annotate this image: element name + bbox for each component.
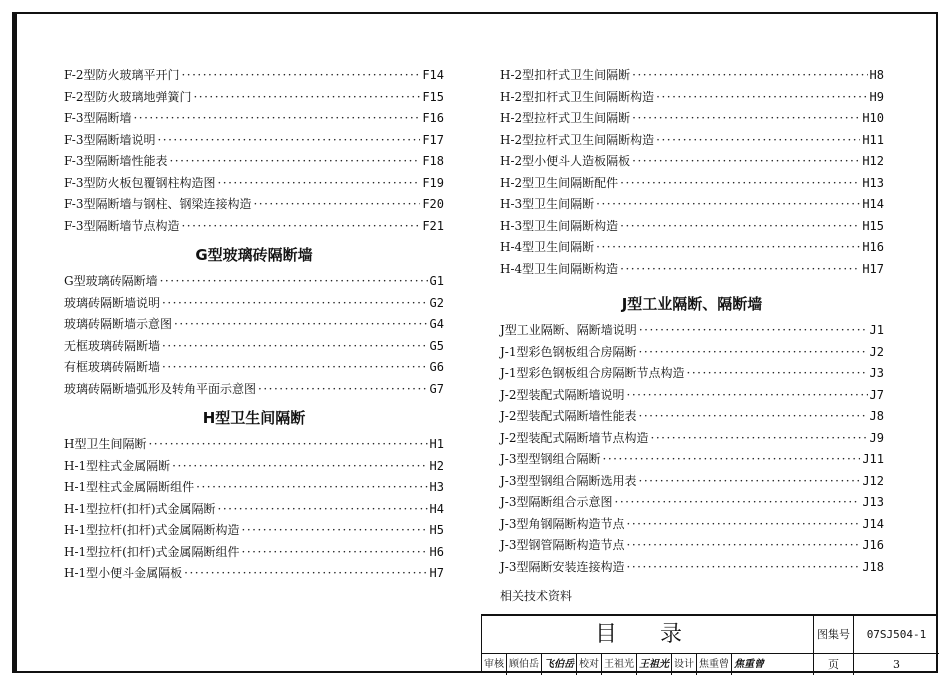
section-heading-g: G型玻璃砖隔断墙	[195, 246, 313, 264]
toc-entry-title: H-4型卫生间隔断构造	[500, 261, 619, 276]
toc-entry	[500, 364, 884, 386]
toc-entry	[500, 450, 884, 472]
toc-entry	[64, 131, 444, 153]
toc-entry-title: H-3型卫生间隔断构造	[500, 218, 619, 233]
toc-list-g	[64, 272, 444, 401]
toc-entry-code: F16	[422, 111, 444, 125]
dot-leader	[162, 296, 428, 310]
toc-entry-title: J-3型隔断安装连接构造	[500, 559, 625, 574]
toc-entry-title: 玻璃砖隔断墙说明	[64, 295, 161, 310]
toc-entry-title: F-3型隔断墙性能表	[64, 154, 168, 168]
toc-entry	[64, 315, 444, 337]
dot-leader	[627, 538, 861, 552]
dot-leader	[632, 68, 867, 82]
toc-entry	[64, 174, 444, 196]
toc-entry	[500, 152, 884, 174]
toc-entry	[64, 457, 444, 479]
toc-entry	[64, 543, 444, 565]
toc-entry	[64, 66, 444, 88]
toc-entry-code: J3	[869, 366, 884, 380]
toc-entry-code: H8	[869, 68, 884, 82]
dot-leader	[160, 274, 428, 288]
toc-entry-code: G1	[429, 274, 444, 288]
dot-leader	[181, 68, 420, 82]
toc-entry	[64, 521, 444, 543]
review-label: 审核	[482, 654, 507, 675]
dot-leader	[157, 133, 420, 147]
toc-left-column	[64, 66, 444, 586]
toc-entry-title: J-3型型钢组合隔断	[500, 452, 601, 466]
toc-entry-title: J-2型装配式隔断墙说明	[500, 387, 625, 402]
section-heading-j: J型工业隔断、隔断墙	[621, 295, 763, 313]
toc-entry-code: H7	[429, 566, 444, 580]
toc-entry-code: J11	[862, 452, 884, 466]
toc-entry	[64, 152, 444, 174]
dot-leader	[651, 431, 868, 445]
toc-list-h-cont	[500, 66, 884, 281]
toc-entry-code: H15	[862, 218, 884, 233]
toc-entry-title: F-3型隔断墙说明	[64, 132, 156, 147]
dot-leader	[603, 452, 861, 466]
toc-entry-code: F21	[422, 218, 444, 233]
toc-entry	[64, 435, 444, 457]
toc-entry-code: J18	[862, 559, 884, 574]
toc-entry-code: J2	[869, 344, 884, 359]
reviewer-signature: 飞伯岳	[542, 654, 577, 675]
toc-entry-title: 无框玻璃砖隔断墙	[64, 338, 161, 353]
dot-leader	[639, 345, 868, 359]
toc-entry-code: H5	[429, 523, 444, 537]
toc-right-column	[500, 66, 884, 607]
toc-entry	[500, 429, 884, 451]
dot-leader	[639, 409, 868, 423]
title-block	[481, 614, 938, 673]
dot-leader	[615, 495, 861, 509]
toc-entry-title: H-3型卫生间隔断	[500, 197, 595, 211]
toc-entry-title: 玻璃砖隔断墙弧形及转角平面示意图	[64, 381, 257, 396]
toc-entry-title: J型工业隔断、隔断墙说明	[500, 323, 637, 337]
toc-entry-code: F19	[422, 175, 444, 190]
toc-entry-code: F15	[422, 89, 444, 104]
dot-leader	[242, 523, 428, 537]
toc-entry-title: J-3型型钢组合隔断选用表	[500, 473, 637, 488]
toc-entry	[500, 174, 884, 196]
toc-entry-title: F-2型防火玻璃地弹簧门	[64, 89, 192, 104]
toc-entry	[500, 238, 884, 260]
dot-leader	[596, 240, 860, 254]
toc-entry-title: H-2型拉杆式卫生间隔断构造	[500, 132, 655, 147]
toc-entry-title: H-2型扣杆式卫生间隔断	[500, 68, 631, 82]
toc-entry-title: H-2型卫生间隔断配件	[500, 175, 619, 190]
toc-entry-title: J-3型钢管隔断构造节点	[500, 538, 625, 552]
toc-entry-code: F14	[422, 68, 444, 82]
signature-row	[482, 654, 814, 675]
dot-leader	[632, 111, 860, 125]
dot-leader	[242, 545, 428, 559]
dot-leader	[172, 459, 427, 473]
related-materials: 相关技术资料	[500, 589, 573, 603]
toc-entry-title: G型玻璃砖隔断墙	[64, 274, 158, 288]
toc-entry	[500, 260, 884, 282]
toc-entry-code: J7	[869, 387, 884, 402]
toc-entry	[500, 217, 884, 239]
toc-entry	[500, 131, 884, 153]
toc-entry-code: H10	[862, 111, 884, 125]
toc-entry	[500, 321, 884, 343]
checker-signature: 王祖光	[637, 654, 672, 675]
toc-entry-code: H17	[862, 261, 884, 276]
toc-entry-title: J-1型彩色钢板组合房隔断节点构造	[500, 366, 685, 380]
dot-leader	[620, 219, 860, 233]
dot-leader	[656, 133, 860, 147]
dot-leader	[148, 437, 427, 451]
toc-entry	[64, 358, 444, 380]
toc-entry-code: H13	[862, 175, 884, 190]
atlas-number: 07SJ504-1	[854, 616, 939, 654]
dot-leader	[169, 154, 420, 168]
toc-entry	[500, 66, 884, 88]
toc-entry-code: H16	[862, 240, 884, 254]
toc-entry-code: G7	[429, 381, 444, 396]
design-label: 设计	[672, 654, 697, 675]
toc-entry-title: H-1型拉杆(扣杆)式金属隔断组件	[64, 544, 240, 559]
toc-entry	[64, 337, 444, 359]
toc-entry-code: H12	[862, 154, 884, 168]
toc-list-j	[500, 321, 884, 579]
dot-leader	[162, 360, 428, 374]
toc-entry	[64, 564, 444, 586]
check-label: 校对	[577, 654, 602, 675]
toc-entry-code: H2	[429, 458, 444, 473]
toc-entry-title: H-2型拉杆式卫生间隔断	[500, 111, 631, 125]
dot-leader	[627, 517, 861, 531]
page-number: 3	[893, 658, 900, 671]
toc-entry	[500, 472, 884, 494]
toc-entry-title: F-2型防火玻璃平开门	[64, 68, 180, 82]
toc-entry-code: J13	[862, 495, 884, 509]
toc-entry-title: H-1型柱式金属隔断	[64, 458, 171, 473]
toc-entry-title: J-2型装配式隔断墙节点构造	[500, 430, 649, 445]
toc-entry-title: F-3型隔断墙节点构造	[64, 218, 180, 233]
toc-entry-code: J8	[869, 409, 884, 423]
toc-entry-code: G6	[429, 360, 444, 374]
toc-entry-code: J12	[862, 473, 884, 488]
toc-entry-code: F20	[422, 197, 444, 211]
toc-entry-code: F17	[422, 132, 444, 147]
toc-entry-title: H-2型扣杆式卫生间隔断构造	[500, 89, 655, 104]
toc-entry-title: F-3型隔断墙	[64, 111, 132, 125]
toc-entry	[500, 515, 884, 537]
designer-name: 焦重曾	[697, 654, 732, 675]
toc-entry-code: H3	[429, 480, 444, 494]
designer-signature: 焦重曾	[734, 659, 764, 670]
toc-entry-title: J-3型角钢隔断构造节点	[500, 516, 625, 531]
toc-entry	[64, 380, 444, 402]
dot-leader	[596, 197, 860, 211]
dot-leader	[627, 388, 868, 402]
dot-leader	[627, 560, 861, 574]
dot-leader	[639, 474, 861, 488]
toc-entry	[500, 195, 884, 217]
toc-entry-title: J-1型彩色钢板组合房隔断	[500, 344, 637, 359]
dot-leader	[196, 480, 427, 494]
toc-entry-code: H6	[429, 544, 444, 559]
dot-leader	[133, 111, 420, 125]
toc-entry-code: H9	[869, 89, 884, 104]
dot-leader	[620, 176, 860, 190]
toc-entry	[64, 478, 444, 500]
toc-entry	[64, 217, 444, 239]
toc-entry-code: J9	[869, 430, 884, 445]
toc-entry	[64, 109, 444, 131]
dot-leader	[162, 339, 428, 353]
toc-entry	[500, 109, 884, 131]
toc-entry-code: H14	[862, 197, 884, 211]
dot-leader	[217, 176, 420, 190]
toc-entry	[500, 558, 884, 580]
toc-entry	[64, 500, 444, 522]
toc-entry-code: J1	[869, 323, 884, 337]
toc-entry-title: H-4型卫生间隔断	[500, 240, 595, 254]
toc-entry	[500, 493, 884, 515]
dot-leader	[253, 197, 420, 211]
dot-leader	[687, 366, 868, 380]
page-label: 页	[814, 654, 854, 675]
toc-entry-code: G4	[429, 317, 444, 331]
dot-leader	[632, 154, 860, 168]
toc-entry	[64, 272, 444, 294]
toc-entry-title: F-3型防火板包覆钢柱构造图	[64, 175, 216, 190]
toc-entry-code: G5	[429, 338, 444, 353]
toc-entry-code: J14	[862, 516, 884, 531]
toc-entry-title: J-3型隔断组合示意图	[500, 495, 613, 509]
toc-entry-title: H型卫生间隔断	[64, 437, 147, 451]
dot-leader	[184, 566, 427, 580]
dot-leader	[258, 382, 428, 396]
dot-leader	[181, 219, 420, 233]
toc-entry	[64, 88, 444, 110]
dot-leader	[174, 317, 428, 331]
sheet-title: 目 录	[482, 616, 814, 654]
dot-leader	[193, 90, 420, 104]
toc-entry-code: G2	[429, 295, 444, 310]
toc-entry-code: H4	[429, 501, 444, 516]
dot-leader	[656, 90, 867, 104]
toc-list-f	[64, 66, 444, 238]
frame-binding-edge	[12, 12, 17, 673]
dot-leader	[639, 323, 868, 337]
toc-entry-title: 有框玻璃砖隔断墙	[64, 360, 161, 374]
toc-entry-title: J-2型装配式隔断墙性能表	[500, 409, 637, 423]
toc-entry	[500, 536, 884, 558]
toc-entry-title: H-1型小便斗金属隔板	[64, 566, 183, 580]
toc-entry-title: 玻璃砖隔断墙示意图	[64, 317, 173, 331]
toc-entry-title: H-1型拉杆(扣杆)式金属隔断构造	[64, 523, 240, 537]
toc-entry	[64, 294, 444, 316]
toc-entry	[500, 88, 884, 110]
toc-entry	[64, 195, 444, 217]
toc-entry-title: H-1型柱式金属隔断组件	[64, 480, 195, 494]
section-heading-h: H型卫生间隔断	[202, 409, 306, 427]
toc-entry	[500, 343, 884, 365]
toc-entry-code: H1	[429, 437, 444, 451]
toc-entry-title: F-3型隔断墙与钢柱、钢梁连接构造	[64, 197, 252, 211]
toc-entry-code: F18	[422, 154, 444, 168]
toc-entry-code: J16	[862, 538, 884, 552]
toc-entry-title: H-2型小便斗人造板隔板	[500, 154, 631, 168]
atlas-number-label: 图集号	[814, 616, 854, 654]
toc-list-h	[64, 435, 444, 586]
dot-leader	[620, 262, 860, 276]
checker-name: 王祖光	[602, 654, 637, 675]
toc-entry-code: H11	[862, 132, 884, 147]
reviewer-name: 顾伯岳	[507, 654, 542, 675]
dot-leader	[218, 502, 428, 516]
toc-entry-title: H-1型拉杆(扣杆)式金属隔断	[64, 501, 216, 516]
toc-entry	[500, 386, 884, 408]
toc-entry	[500, 407, 884, 429]
